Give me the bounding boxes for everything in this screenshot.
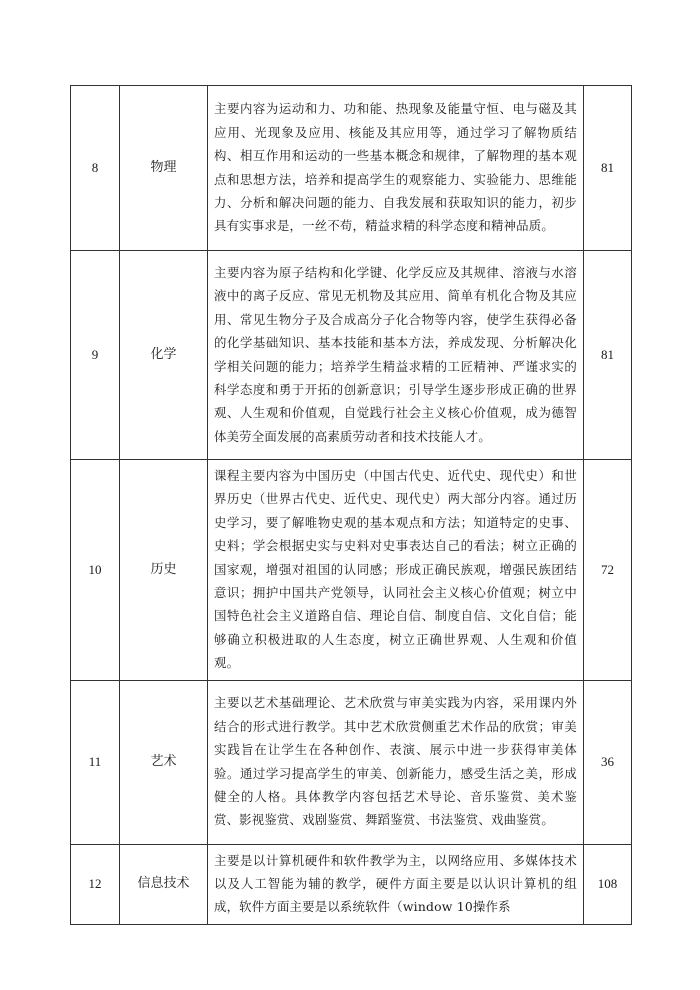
course-description: 主要内容为运动和力、功和能、热现象及能量守恒、电与磁及其应用、光现象及应用、核能及其应用等，通过学习了解物质结构、相互作用和运动的一些基本概念和规律，了解物理的基本观点和思想方法，培养和提高学生的观察能力、实验能力、思维能力、分析和解决问题的能力、自我发展和获取知识的能力，初步具有实事求是，一丝不苟，精益求精的科学态度和精神品质。 [208,86,584,251]
course-description: 课程主要内容为中国历史（中国古代史、近代史、现代史）和世界历史（世界古代史、近代史、现代史）两大部分内容。通过历史学习，要了解唯物史观的基本观点和方法；知道特定的史事、史料；学会根据史实与史料对史事表达自己的看法；树立正确的国家观，增强对祖国的认同感；形成正确民族观，增强民族团结意识；拥护中国共产党领导，认同社会主义核心价值观；树立中国特色社会主义道路自信、理论自信、制度自信、文化自信；能够确立积极进取的人生态度，树立正确世界观、人生观和价值观。 [208,460,584,681]
row-number: 8 [71,86,120,251]
course-hours: 36 [584,680,632,844]
table-row [71,460,632,681]
course-hours: 108 [584,844,632,924]
row-number: 10 [71,460,120,681]
course-name: 信息技术 [120,844,208,924]
course-table [70,85,632,925]
row-number: 11 [71,680,120,844]
course-name: 化学 [120,251,208,460]
row-number: 9 [71,251,120,460]
row-number: 12 [71,844,120,924]
course-description: 主要内容为原子结构和化学键、化学反应及其规律、溶液与水溶液中的离子反应、常见无机物及其应用、简单有机化合物及其应用、常见生物分子及合成高分子化合物等内容，使学生获得必备的化学基础知识、基本技能和基本方法，养成发现、分析解决化学相关问题的能力；培养学生精益求精的工匠精神、严谨求实的科学态度和勇于开拓的创新意识；引导学生逐步形成正确的世界观、人生观和价值观，自觉践行社会主义核心价值观，成为德智体美劳全面发展的高素质劳动者和技术技能人才。 [208,251,584,460]
course-description: 主要是以计算机硬件和软件教学为主，以网络应用、多媒体技术以及人工智能为辅的教学，硬件方面主要是以认识计算机的组成，软件方面主要是以系统软件（window 10操作系 [208,844,584,924]
course-hours: 72 [584,460,632,681]
course-name: 历史 [120,460,208,681]
table-row [71,251,632,460]
table-row [71,844,632,924]
table-row [71,86,632,251]
course-hours: 81 [584,251,632,460]
course-hours: 81 [584,86,632,251]
course-name: 物理 [120,86,208,251]
table-row [71,680,632,844]
course-name: 艺术 [120,680,208,844]
course-description: 主要以艺术基础理论、艺术欣赏与审美实践为内容，采用课内外结合的形式进行教学。其中艺术欣赏侧重艺术作品的欣赏；审美实践旨在让学生在各种创作、表演、展示中进一步获得审美体验。通过学习提高学生的审美、创新能力，感受生活之美，形成健全的人格。具体教学内容包括艺术导论、音乐鉴赏、美术鉴赏、影视鉴赏、戏剧鉴赏、舞蹈鉴赏、书法鉴赏、戏曲鉴赏。 [208,680,584,844]
